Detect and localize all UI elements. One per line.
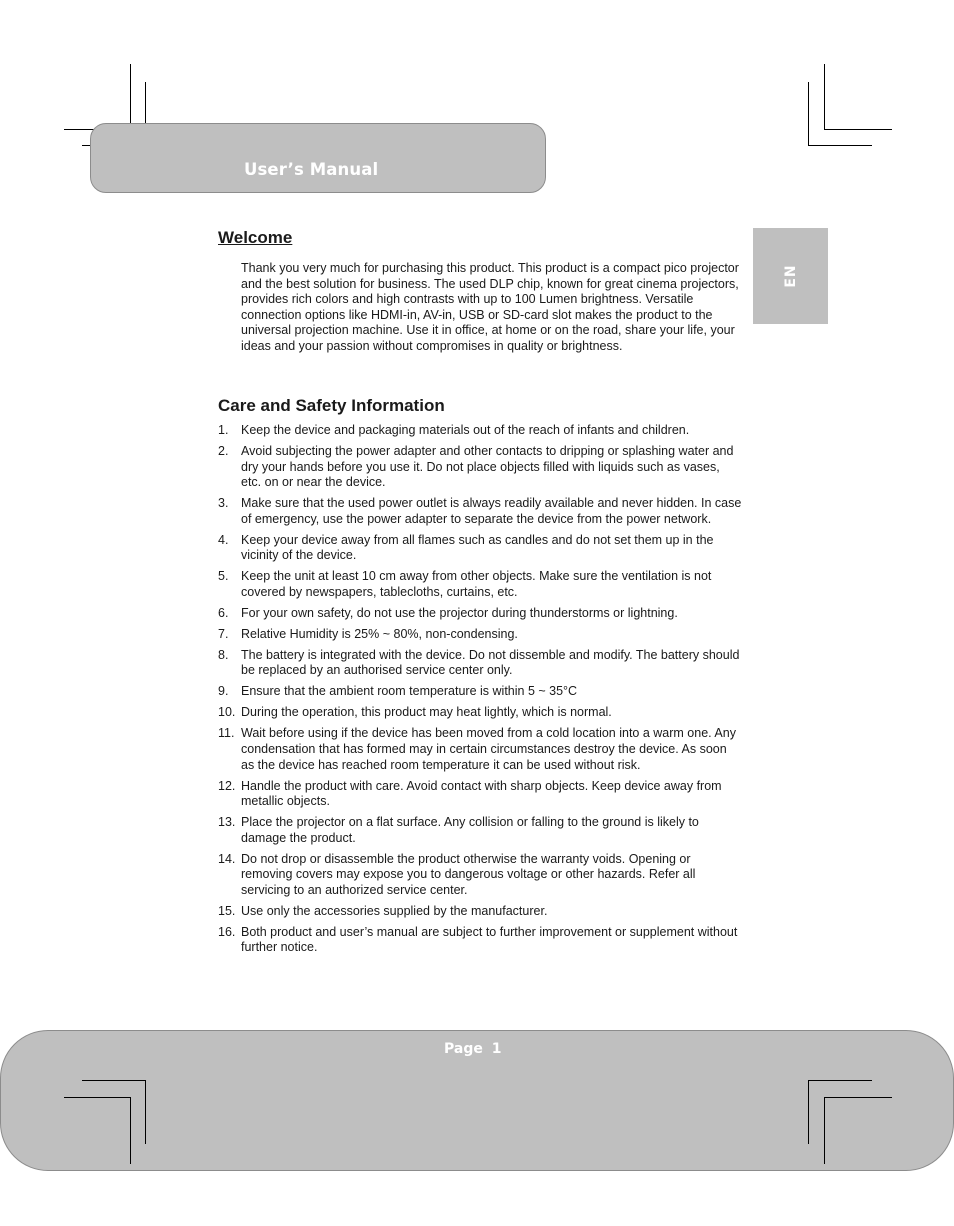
crop-mark (808, 1080, 809, 1144)
header-tab (90, 123, 546, 193)
safety-item (218, 904, 743, 920)
safety-item-number: 14. (218, 851, 236, 866)
crop-mark (824, 64, 825, 130)
safety-item (218, 569, 743, 600)
safety-item-number: 5. (218, 569, 229, 584)
care-safety-heading: Care and Safety Information (218, 396, 445, 415)
safety-item-number: 11. (218, 726, 235, 741)
crop-mark (824, 1097, 825, 1164)
safety-item (218, 852, 743, 899)
safety-item-number: 7. (218, 626, 229, 641)
safety-item (218, 705, 743, 721)
safety-item-text: Keep your device away from all flames such as candles and do not set them up in the vicinity of the device. (241, 532, 714, 563)
safety-item-number: 9. (218, 684, 229, 699)
safety-item (218, 925, 743, 956)
crop-mark (808, 1080, 872, 1081)
safety-item-number: 15. (218, 903, 236, 918)
crop-mark (130, 1097, 131, 1164)
crop-mark (808, 82, 809, 146)
safety-item-number: 8. (218, 647, 229, 662)
safety-list (218, 423, 743, 961)
safety-item (218, 684, 743, 700)
safety-item (218, 726, 743, 773)
safety-item-text: Place the projector on a flat surface. Any collision or falling to the ground is likely to damage the product. (241, 815, 699, 845)
safety-item-number: 6. (218, 605, 229, 620)
crop-mark (824, 129, 892, 130)
safety-item (218, 496, 743, 527)
welcome-paragraph: Thank you very much for purchasing this product. This product is a compact pico projector and the best solution for business. The used DLP chip, known for great cinema projectors, provides rich colors and high contrasts with up to 100 Lumen brightness. Versatile connection options like HDMI-in, AV-in, USB or SD-card slot makes the product to the universal projection machine. Use it in office, at home or on the road, share your life, your ideas and your passion without compromises in quality or brightness. (241, 261, 739, 353)
language-label: EN (782, 264, 799, 288)
crop-mark (82, 1080, 146, 1081)
safety-item-text: Wait before using if the device has been moved from a cold location into a warm one. Any condensation that has formed may in certain circumstances destroy the device. As soon as the device has reached room temperature it can be used without risk. (241, 726, 736, 772)
safety-item-text: Make sure that the used power outlet is always readily available and never hidden. In case of emergency, use the power adapter to separate the device from the power network. (241, 496, 742, 526)
safety-item (218, 606, 743, 622)
page-number: Page 1 (444, 1041, 502, 1057)
safety-item-number: 1. (218, 423, 229, 437)
crop-mark (824, 1097, 892, 1098)
crop-mark (64, 1097, 130, 1098)
safety-item-number: 2. (218, 443, 229, 458)
safety-item-number: 13. (218, 815, 236, 830)
safety-item-text: Ensure that the ambient room temperature is within 5 ~ 35°C (241, 684, 578, 699)
safety-item-number: 10. (218, 705, 236, 720)
safety-item-text: Relative Humidity is 25% ~ 80%, non-condensing. (241, 626, 518, 641)
safety-item-text: Handle the product with care. Avoid contact with sharp objects. Keep device away from metallic objects. (241, 778, 722, 809)
safety-item-text: Do not drop or disassemble the product otherwise the warranty voids. Opening or removing covers may expose you to dangerous voltage or other hazards. Refer all servicing to an authorized service center. (241, 851, 696, 897)
safety-item-number: 3. (218, 496, 229, 511)
safety-item (218, 627, 743, 643)
safety-item (218, 648, 743, 679)
safety-item-text: Avoid subjecting the power adapter and other contacts to dripping or splashing water and dry your hands before you use it. Do not place objects filled with liquids such as vases, etc. on or near the device. (241, 443, 734, 490)
crop-mark (145, 1080, 146, 1144)
safety-item (218, 815, 743, 846)
safety-item-text: The battery is integrated with the device. Do not dissemble and modify. The battery should be replaced by an authorised service center only. (241, 647, 740, 678)
welcome-heading: Welcome (218, 228, 293, 247)
safety-item-number: 16. (218, 924, 236, 939)
safety-item-number: 4. (218, 532, 229, 547)
crop-mark (808, 145, 872, 146)
safety-item-text: Keep the device and packaging materials out of the reach of infants and children. (241, 423, 690, 437)
safety-item-number: 12. (218, 778, 236, 793)
safety-item-text: Both product and user’s manual are subject to further improvement or supplement without further notice. (241, 924, 738, 955)
safety-item-text: Keep the unit at least 10 cm away from other objects. Make sure the ventilation is not covered by newspapers, tablecloths, curtains, etc. (241, 569, 712, 599)
safety-item-text: For your own safety, do not use the projector during thunderstorms or lightning. (241, 605, 678, 620)
safety-item-text: During the operation, this product may heat lightly, which is normal. (241, 705, 612, 720)
safety-item-text: Use only the accessories supplied by the manufacturer. (241, 903, 548, 918)
crop-mark (130, 64, 131, 130)
safety-item (218, 779, 743, 810)
safety-item (218, 444, 743, 491)
safety-item (218, 533, 743, 564)
document-title: User’s Manual (244, 160, 379, 179)
safety-item (218, 423, 743, 439)
language-tab (753, 228, 828, 324)
